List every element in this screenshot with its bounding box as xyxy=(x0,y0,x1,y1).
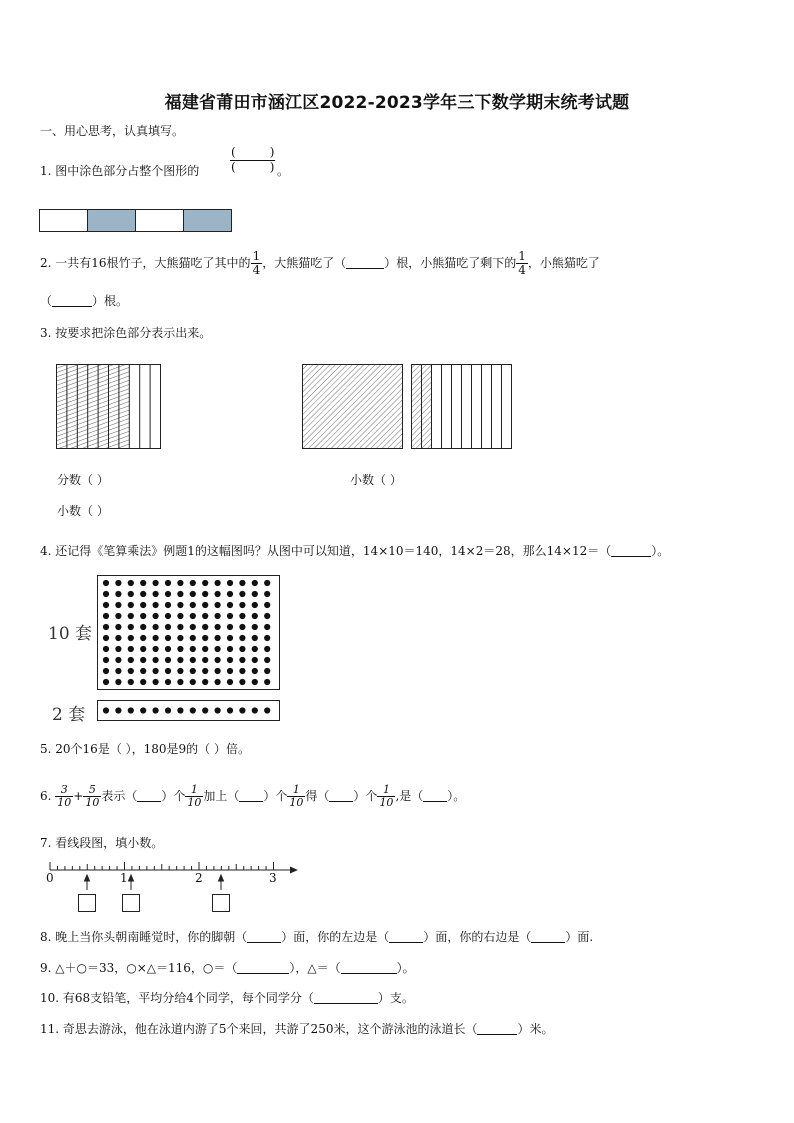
question-9: 9. △＋○＝33，○×△＝116，○＝（ ），△＝（ ）。 xyxy=(40,961,415,975)
question-5: 5. 20个16是（ ），180是9的（ ）倍。 xyxy=(40,742,250,756)
dot xyxy=(252,635,258,641)
answer-blank[interactable] xyxy=(477,1022,517,1035)
dot xyxy=(239,646,245,652)
dot xyxy=(177,602,183,608)
dot xyxy=(215,657,221,663)
dot xyxy=(115,679,121,685)
dot xyxy=(140,657,146,663)
dot xyxy=(115,602,121,608)
answer-blank[interactable] xyxy=(52,294,92,307)
question-7: 7. 看线段图，填小数。 xyxy=(40,836,164,850)
page-title: 福建省莆田市涵江区2022-2023学年三下数学期末统考试题 xyxy=(164,93,630,113)
dot xyxy=(128,602,134,608)
dot xyxy=(165,580,171,586)
arrow-head-icon xyxy=(290,867,298,874)
dot xyxy=(153,657,159,663)
label-2-sets: 2 套 xyxy=(52,705,86,725)
dot xyxy=(252,679,258,685)
dot xyxy=(239,668,245,674)
dot xyxy=(140,646,146,652)
dot xyxy=(264,668,270,674)
dot xyxy=(165,668,171,674)
dot xyxy=(264,646,270,652)
dot xyxy=(227,707,233,713)
dot xyxy=(165,591,171,597)
dot xyxy=(215,613,221,619)
dot-array-10-rows xyxy=(97,575,281,691)
dot xyxy=(190,624,196,630)
dot xyxy=(103,580,109,586)
dot xyxy=(165,657,171,663)
dot xyxy=(202,591,208,597)
dot xyxy=(177,635,183,641)
dot xyxy=(239,707,245,713)
dot xyxy=(165,646,171,652)
dot xyxy=(190,580,196,586)
dot xyxy=(140,624,146,630)
dot xyxy=(177,591,183,597)
answer-blank[interactable] xyxy=(239,789,263,802)
dot xyxy=(264,707,270,713)
dot xyxy=(128,646,134,652)
dot xyxy=(264,602,270,608)
dot xyxy=(264,624,270,630)
dot xyxy=(190,613,196,619)
fraction-answer[interactable]: 分数（ ） xyxy=(57,473,109,487)
dot-array-2-rows xyxy=(97,700,281,722)
question-2-line2: （ ）根。 xyxy=(40,294,129,308)
dot xyxy=(153,635,159,641)
dot xyxy=(202,646,208,652)
question-3: 3. 按要求把涂色部分表示出来。 xyxy=(40,326,212,340)
question-11: 11. 奇思去游泳，他在泳道内游了5个来回，共游了250米，这个游泳池的泳道长（ ）米。 xyxy=(40,1022,554,1036)
dot xyxy=(215,646,221,652)
answer-blank[interactable] xyxy=(341,961,397,974)
dot xyxy=(215,580,221,586)
dot xyxy=(264,657,270,663)
tick-label-0: 0 xyxy=(46,871,54,885)
answer-blank[interactable] xyxy=(237,961,289,974)
dot xyxy=(252,668,258,674)
dot xyxy=(215,624,221,630)
dot xyxy=(252,591,258,597)
question-1 xyxy=(40,162,199,179)
dot xyxy=(239,679,245,685)
dot xyxy=(227,668,233,674)
shaded-squares-figure-right xyxy=(302,364,514,450)
answer-blank[interactable] xyxy=(137,789,161,802)
dot xyxy=(177,657,183,663)
dot xyxy=(252,657,258,663)
dot xyxy=(202,679,208,685)
dot xyxy=(252,624,258,630)
dot xyxy=(202,668,208,674)
dot xyxy=(190,635,196,641)
dot xyxy=(264,580,270,586)
dot xyxy=(202,613,208,619)
dot xyxy=(252,580,258,586)
dot xyxy=(264,613,270,619)
dot xyxy=(115,580,121,586)
dot xyxy=(177,613,183,619)
dot xyxy=(128,668,134,674)
dot xyxy=(239,602,245,608)
dot xyxy=(202,657,208,663)
dot xyxy=(128,613,134,619)
dot xyxy=(103,624,109,630)
dot xyxy=(115,646,121,652)
dot xyxy=(202,635,208,641)
tick-label-3: 3 xyxy=(269,871,277,885)
dot xyxy=(227,679,233,685)
dot xyxy=(153,591,159,597)
dot xyxy=(140,602,146,608)
dot xyxy=(202,624,208,630)
dot xyxy=(115,707,121,713)
dot xyxy=(227,602,233,608)
dot xyxy=(140,635,146,641)
dot xyxy=(153,707,159,713)
answer-blank[interactable] xyxy=(247,930,281,943)
dot xyxy=(103,707,109,713)
dot xyxy=(128,707,134,713)
striped-grid-figure-left xyxy=(56,364,166,450)
dot xyxy=(239,635,245,641)
dot xyxy=(227,613,233,619)
dot xyxy=(252,602,258,608)
answer-blank[interactable] xyxy=(346,256,384,269)
dot xyxy=(140,668,146,674)
dot xyxy=(103,635,109,641)
decimal-answer-right[interactable]: 小数（ ） xyxy=(350,473,402,487)
question-4: 4. 还记得《笔算乘法》例题1的这幅图吗？从图中可以知道，14×10＝140，14×2＝28，那么14×12＝（ ）。 xyxy=(40,544,670,558)
dot xyxy=(239,624,245,630)
dot xyxy=(115,668,121,674)
question-2: 2. 一共有16根竹子，大熊猫吃了其中的 $\frac{1}{4}$ ，大熊猫吃了（ ）根，小熊猫吃了剩下的 $\frac{1}{4}$ ，小熊猫吃了 xyxy=(40,249,600,277)
dot xyxy=(103,613,109,619)
dot xyxy=(177,646,183,652)
dot xyxy=(165,635,171,641)
dot xyxy=(115,624,121,630)
dot xyxy=(252,707,258,713)
dot xyxy=(177,624,183,630)
dot xyxy=(190,679,196,685)
dot xyxy=(264,591,270,597)
dot xyxy=(227,657,233,663)
dot xyxy=(264,679,270,685)
dot xyxy=(215,668,221,674)
dot xyxy=(165,707,171,713)
dot xyxy=(140,707,146,713)
dot xyxy=(128,624,134,630)
dot xyxy=(190,591,196,597)
dot xyxy=(165,602,171,608)
dot xyxy=(165,624,171,630)
answer-box[interactable] xyxy=(213,895,230,912)
dot xyxy=(153,580,159,586)
dot xyxy=(227,580,233,586)
dot xyxy=(215,591,221,597)
question-8: 8. 晚上当你头朝南睡觉时，你的脚朝（ ）面，你的左边是（ ）面，你的右边是（ ）面. xyxy=(40,930,594,944)
dot xyxy=(103,646,109,652)
dot xyxy=(215,635,221,641)
dot xyxy=(190,668,196,674)
dot xyxy=(227,635,233,641)
dot xyxy=(153,613,159,619)
dot xyxy=(115,613,121,619)
dot xyxy=(202,707,208,713)
question-6: 6. $\frac{3}{10}$ + $\frac{5}{10}$ 表示（ ）个 $\frac{1}{10}$ 加上（ ）个 $\frac{1}{10}$ 得（ ）个 $\frac{1}{10}$ ,是（ ）。 xyxy=(40,783,466,809)
dot xyxy=(177,668,183,674)
dot xyxy=(215,679,221,685)
answer-box[interactable] xyxy=(123,895,140,912)
dot xyxy=(215,602,221,608)
dot xyxy=(153,602,159,608)
tick-label-2: 2 xyxy=(195,871,203,885)
answer-blank[interactable] xyxy=(329,789,353,802)
label-10-sets: 10 套 xyxy=(48,624,93,644)
dot xyxy=(264,635,270,641)
dot xyxy=(153,679,159,685)
dot xyxy=(239,580,245,586)
dot xyxy=(128,679,134,685)
dot xyxy=(115,657,121,663)
dot xyxy=(115,635,121,641)
answer-blank[interactable] xyxy=(389,930,423,943)
dot xyxy=(103,657,109,663)
dot xyxy=(227,646,233,652)
dot xyxy=(128,591,134,597)
dot xyxy=(140,591,146,597)
dot xyxy=(103,602,109,608)
dot xyxy=(128,635,134,641)
dot xyxy=(190,657,196,663)
tick-label-1: 1 xyxy=(120,871,128,885)
dot xyxy=(239,591,245,597)
dot xyxy=(165,679,171,685)
answer-blank[interactable] xyxy=(611,544,651,557)
dot xyxy=(103,591,109,597)
number-line xyxy=(40,860,305,916)
decimal-answer-left[interactable]: 小数（ ） xyxy=(57,504,109,518)
dot xyxy=(103,668,109,674)
answer-blank[interactable] xyxy=(531,930,565,943)
answer-box[interactable] xyxy=(79,895,96,912)
dot xyxy=(177,580,183,586)
dot xyxy=(227,624,233,630)
dot xyxy=(252,646,258,652)
dot xyxy=(153,624,159,630)
section-heading: 一、用心思考，认真填写。 xyxy=(40,124,185,138)
dot xyxy=(140,613,146,619)
dot xyxy=(103,679,109,685)
dot xyxy=(215,707,221,713)
dot xyxy=(177,707,183,713)
dot xyxy=(177,679,183,685)
answer-blank[interactable] xyxy=(423,789,447,802)
dot xyxy=(202,580,208,586)
question-10: 10. 有68支铅笔，平均分给4个同学，每个同学分（ ）支。 xyxy=(40,991,414,1005)
dot xyxy=(128,657,134,663)
dot xyxy=(140,679,146,685)
dot xyxy=(190,646,196,652)
question-text: 图中涂色部分占整个图形的 xyxy=(55,164,200,178)
shaded-bar-figure xyxy=(39,209,234,233)
dot xyxy=(153,668,159,674)
dot xyxy=(165,613,171,619)
dot xyxy=(128,580,134,586)
dot xyxy=(153,646,159,652)
dot xyxy=(252,613,258,619)
question-number: 1. xyxy=(40,164,52,178)
dot xyxy=(140,580,146,586)
dot xyxy=(190,707,196,713)
answer-blank[interactable] xyxy=(314,991,378,1004)
dot xyxy=(239,613,245,619)
dot xyxy=(239,657,245,663)
dot xyxy=(227,591,233,597)
dot xyxy=(202,602,208,608)
dot xyxy=(115,591,121,597)
answer-fraction[interactable]: ( ) ( ) xyxy=(231,145,275,174)
dot xyxy=(190,602,196,608)
